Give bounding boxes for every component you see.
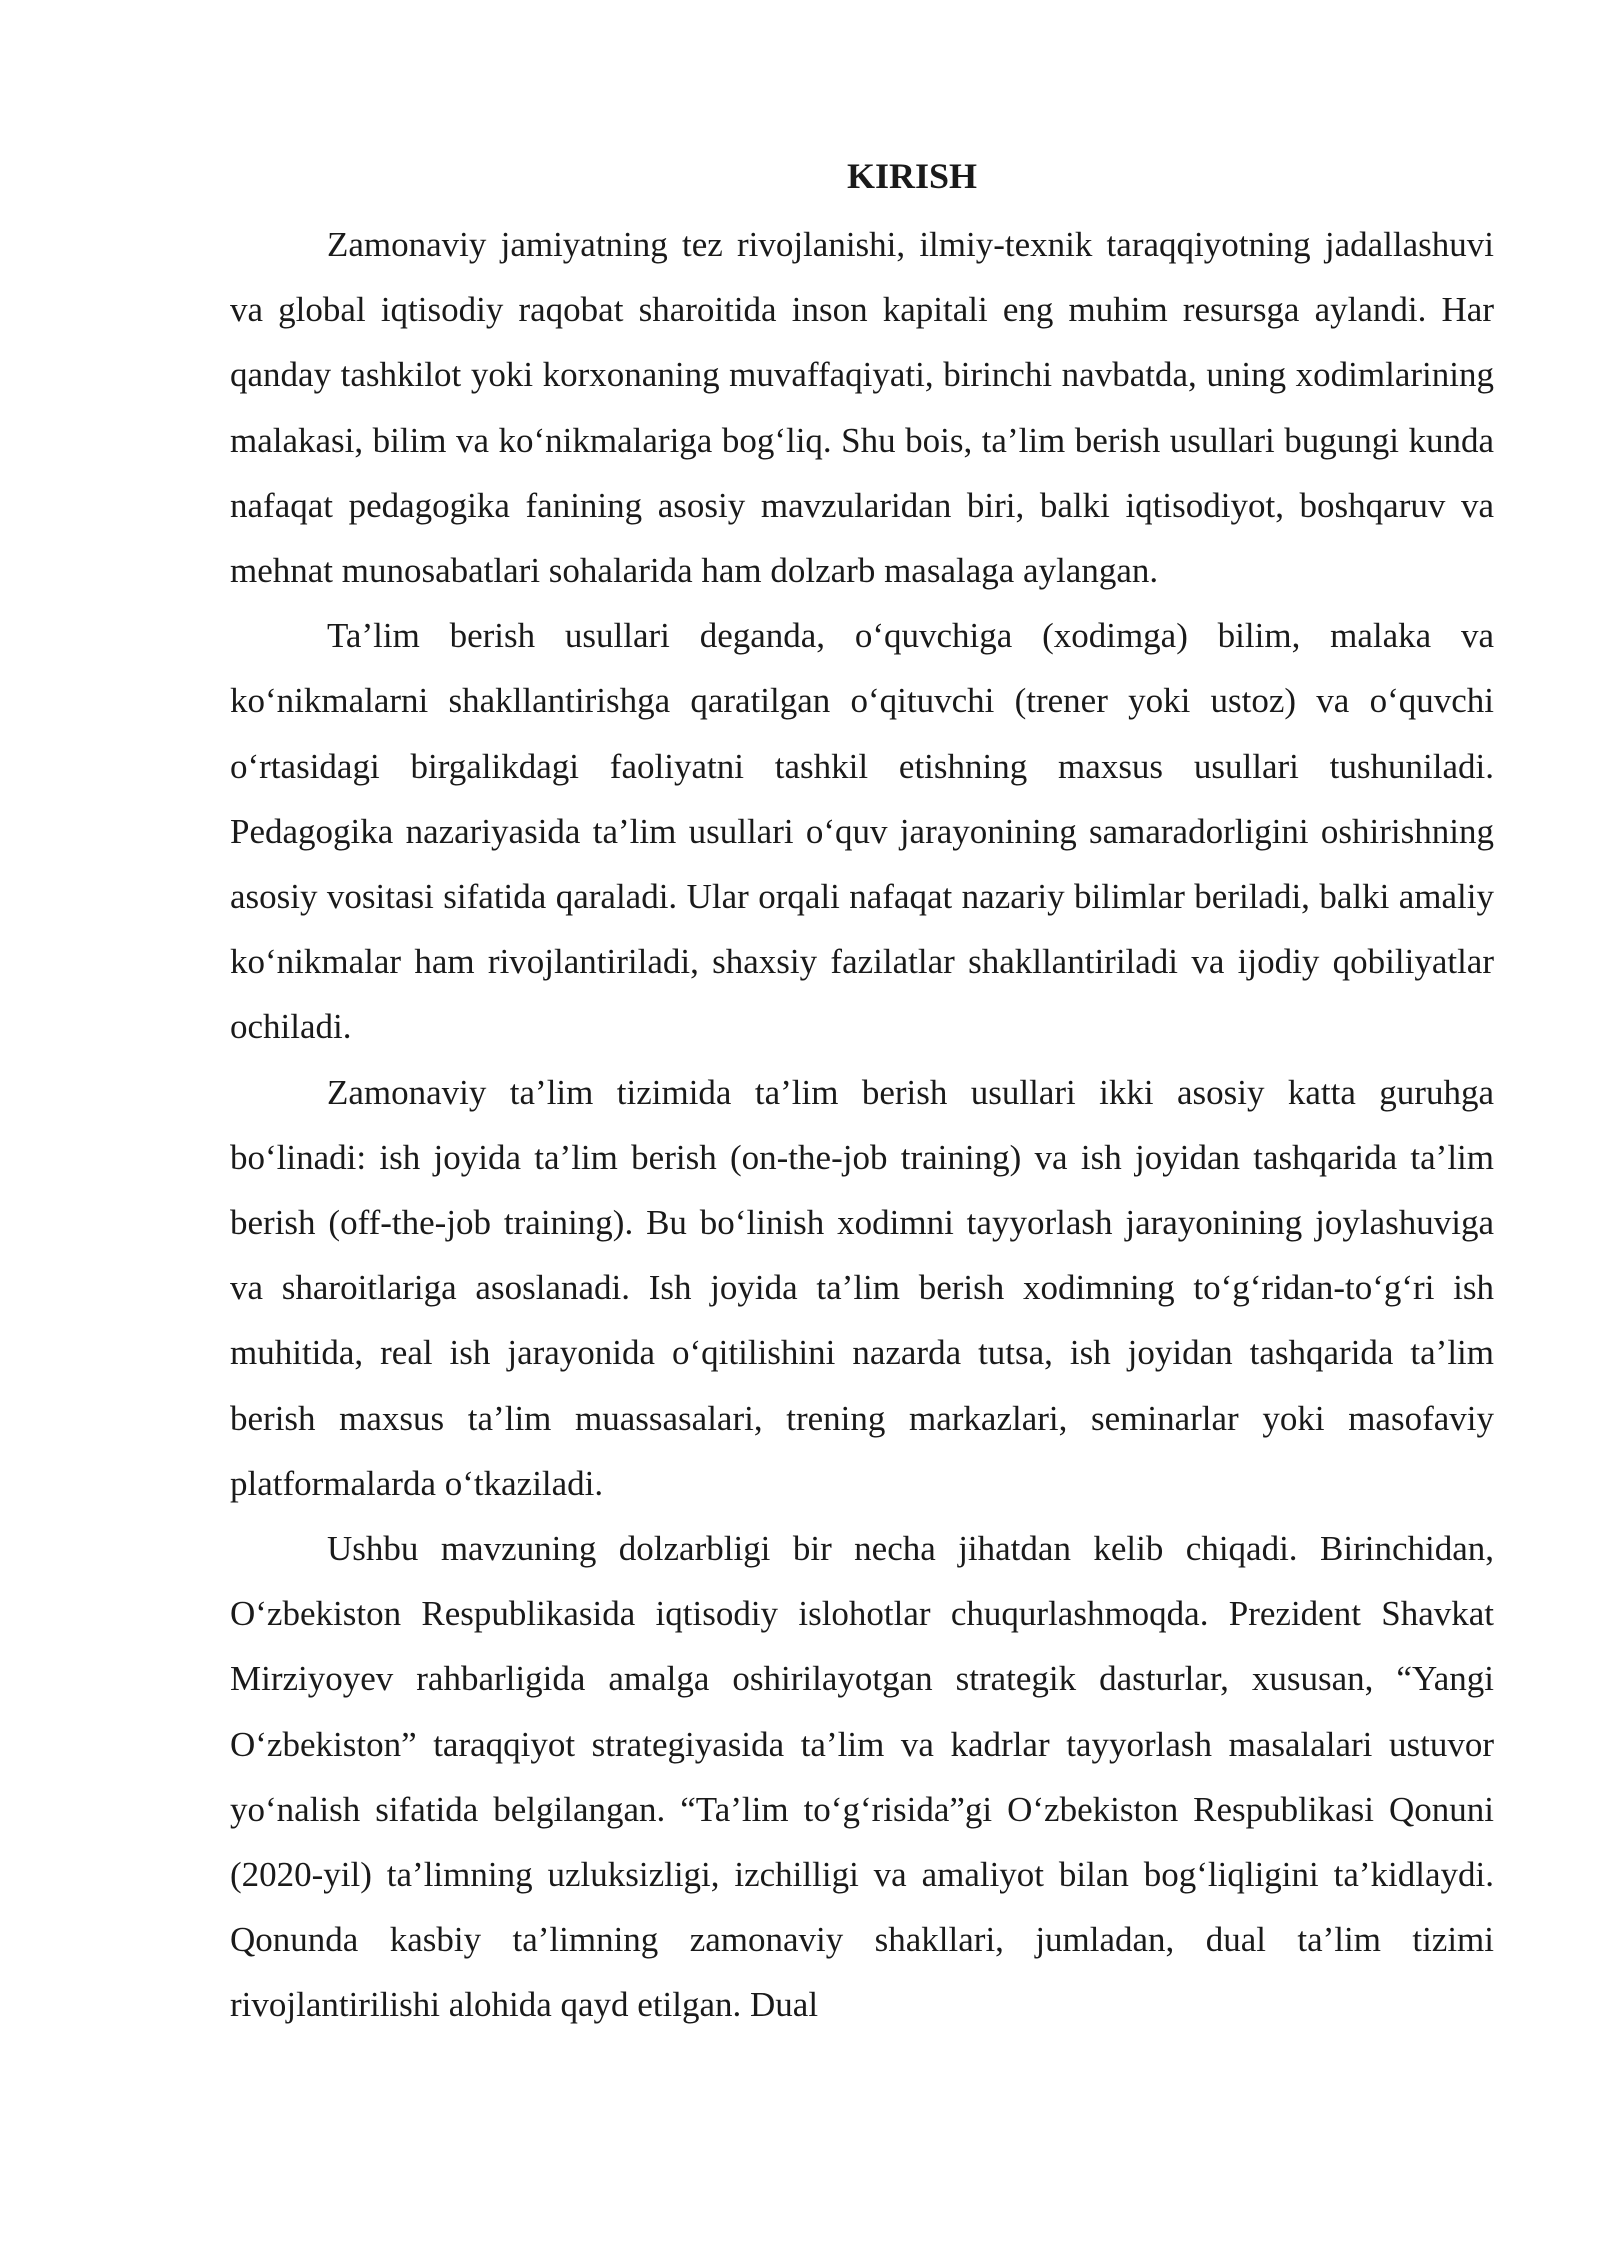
paragraph-1: Zamonaviy jamiyatning tez rivojlanishi, ilmiy-texnik taraqqiyotning jadallashuvi va global iqtisodiy raqobat sharoitida inson kapitali eng muhim resursga aylandi. Har qanday tashkilot yoki korxonaning muvaffaqiyati, birinchi navbatda, uning xodimlarining malakasi, bilim va ko‘nikmalariga bog‘liq. Shu bois, ta’lim berish usullari bugungi kunda nafaqat pedagogika fanining asosiy mavzularidan biri, balki iqtisodiyot, boshqaruv va mehnat munosabatlari sohalarida ham dolzarb masalaga aylangan. xyxy=(230,225,1494,591)
document-page xyxy=(230,150,1494,2038)
paragraph-2: Ta’lim berish usullari deganda, o‘quvchiga (xodimga) bilim, malaka va ko‘nikmalarni shakllantirishga qaratilgan o‘qituvchi (trener yoki ustoz) va o‘quvchi o‘rtasidagi birgalikdagi faoliyatni tashkil etishning maxsus usullari tushuniladi. Pedagogika nazariyasida ta’lim usullari o‘quv jarayonining samaradorligini oshirishning asosiy vositasi sifatida qaraladi. Ular orqali nafaqat nazariy bilimlar beriladi, balki amaliy ko‘nikmalar ham rivojlantiriladi, shaxsiy fazilatlar shakllantiriladi va ijodiy qobiliyatlar ochiladi. xyxy=(230,616,1494,1047)
paragraph-3: Zamonaviy ta’lim tizimida ta’lim berish usullari ikki asosiy katta guruhga bo‘linadi: ish joyida ta’lim berish (on-the-job training) va ish joyidan tashqarida ta’lim berish (off-the-job training). Bu bo‘linish xodimni tayyorlash jarayonining joylashuviga va sharoitlariga asoslanadi. Ish joyida ta’lim berish xodimning to‘g‘ridan-to‘g‘ri ish muhitida, real ish jarayonida o‘qitilishini nazarda tutsa, ish joyidan tashqarida ta’lim berish maxsus ta’lim muassasalari, trening markazlari, seminarlar yoki masofaviy platformalarda o‘tkaziladi. xyxy=(230,1072,1494,1503)
paragraph-4: Ushbu mavzuning dolzarbligi bir necha jihatdan kelib chiqadi. Birinchidan, O‘zbekiston Respublikasida iqtisodiy islohotlar chuqurlashmoqda. Prezident Shavkat Mirziyoyev rahbarligida amalga oshirilayotgan strategik dasturlar, xususan, “Yangi O‘zbekiston” taraqqiyot strategiyasida ta’lim va kadrlar tayyorlash masalalari ustuvor yo‘nalish sifatida belgilangan. “Ta’lim to‘g‘risida”gi O‘zbekiston Respublikasi Qonuni (2020-yil) ta’limning uzluksizligi, izchilligi va amaliyot bilan bog‘liqligini ta’kidlaydi. Qonunda kasbiy ta’limning zamonaviy shakllari, jumladan, dual ta’lim tizimi rivojlantirilishi alohida qayd etilgan. Dual xyxy=(230,1529,1494,2025)
page-title: KIRISH xyxy=(846,156,978,196)
